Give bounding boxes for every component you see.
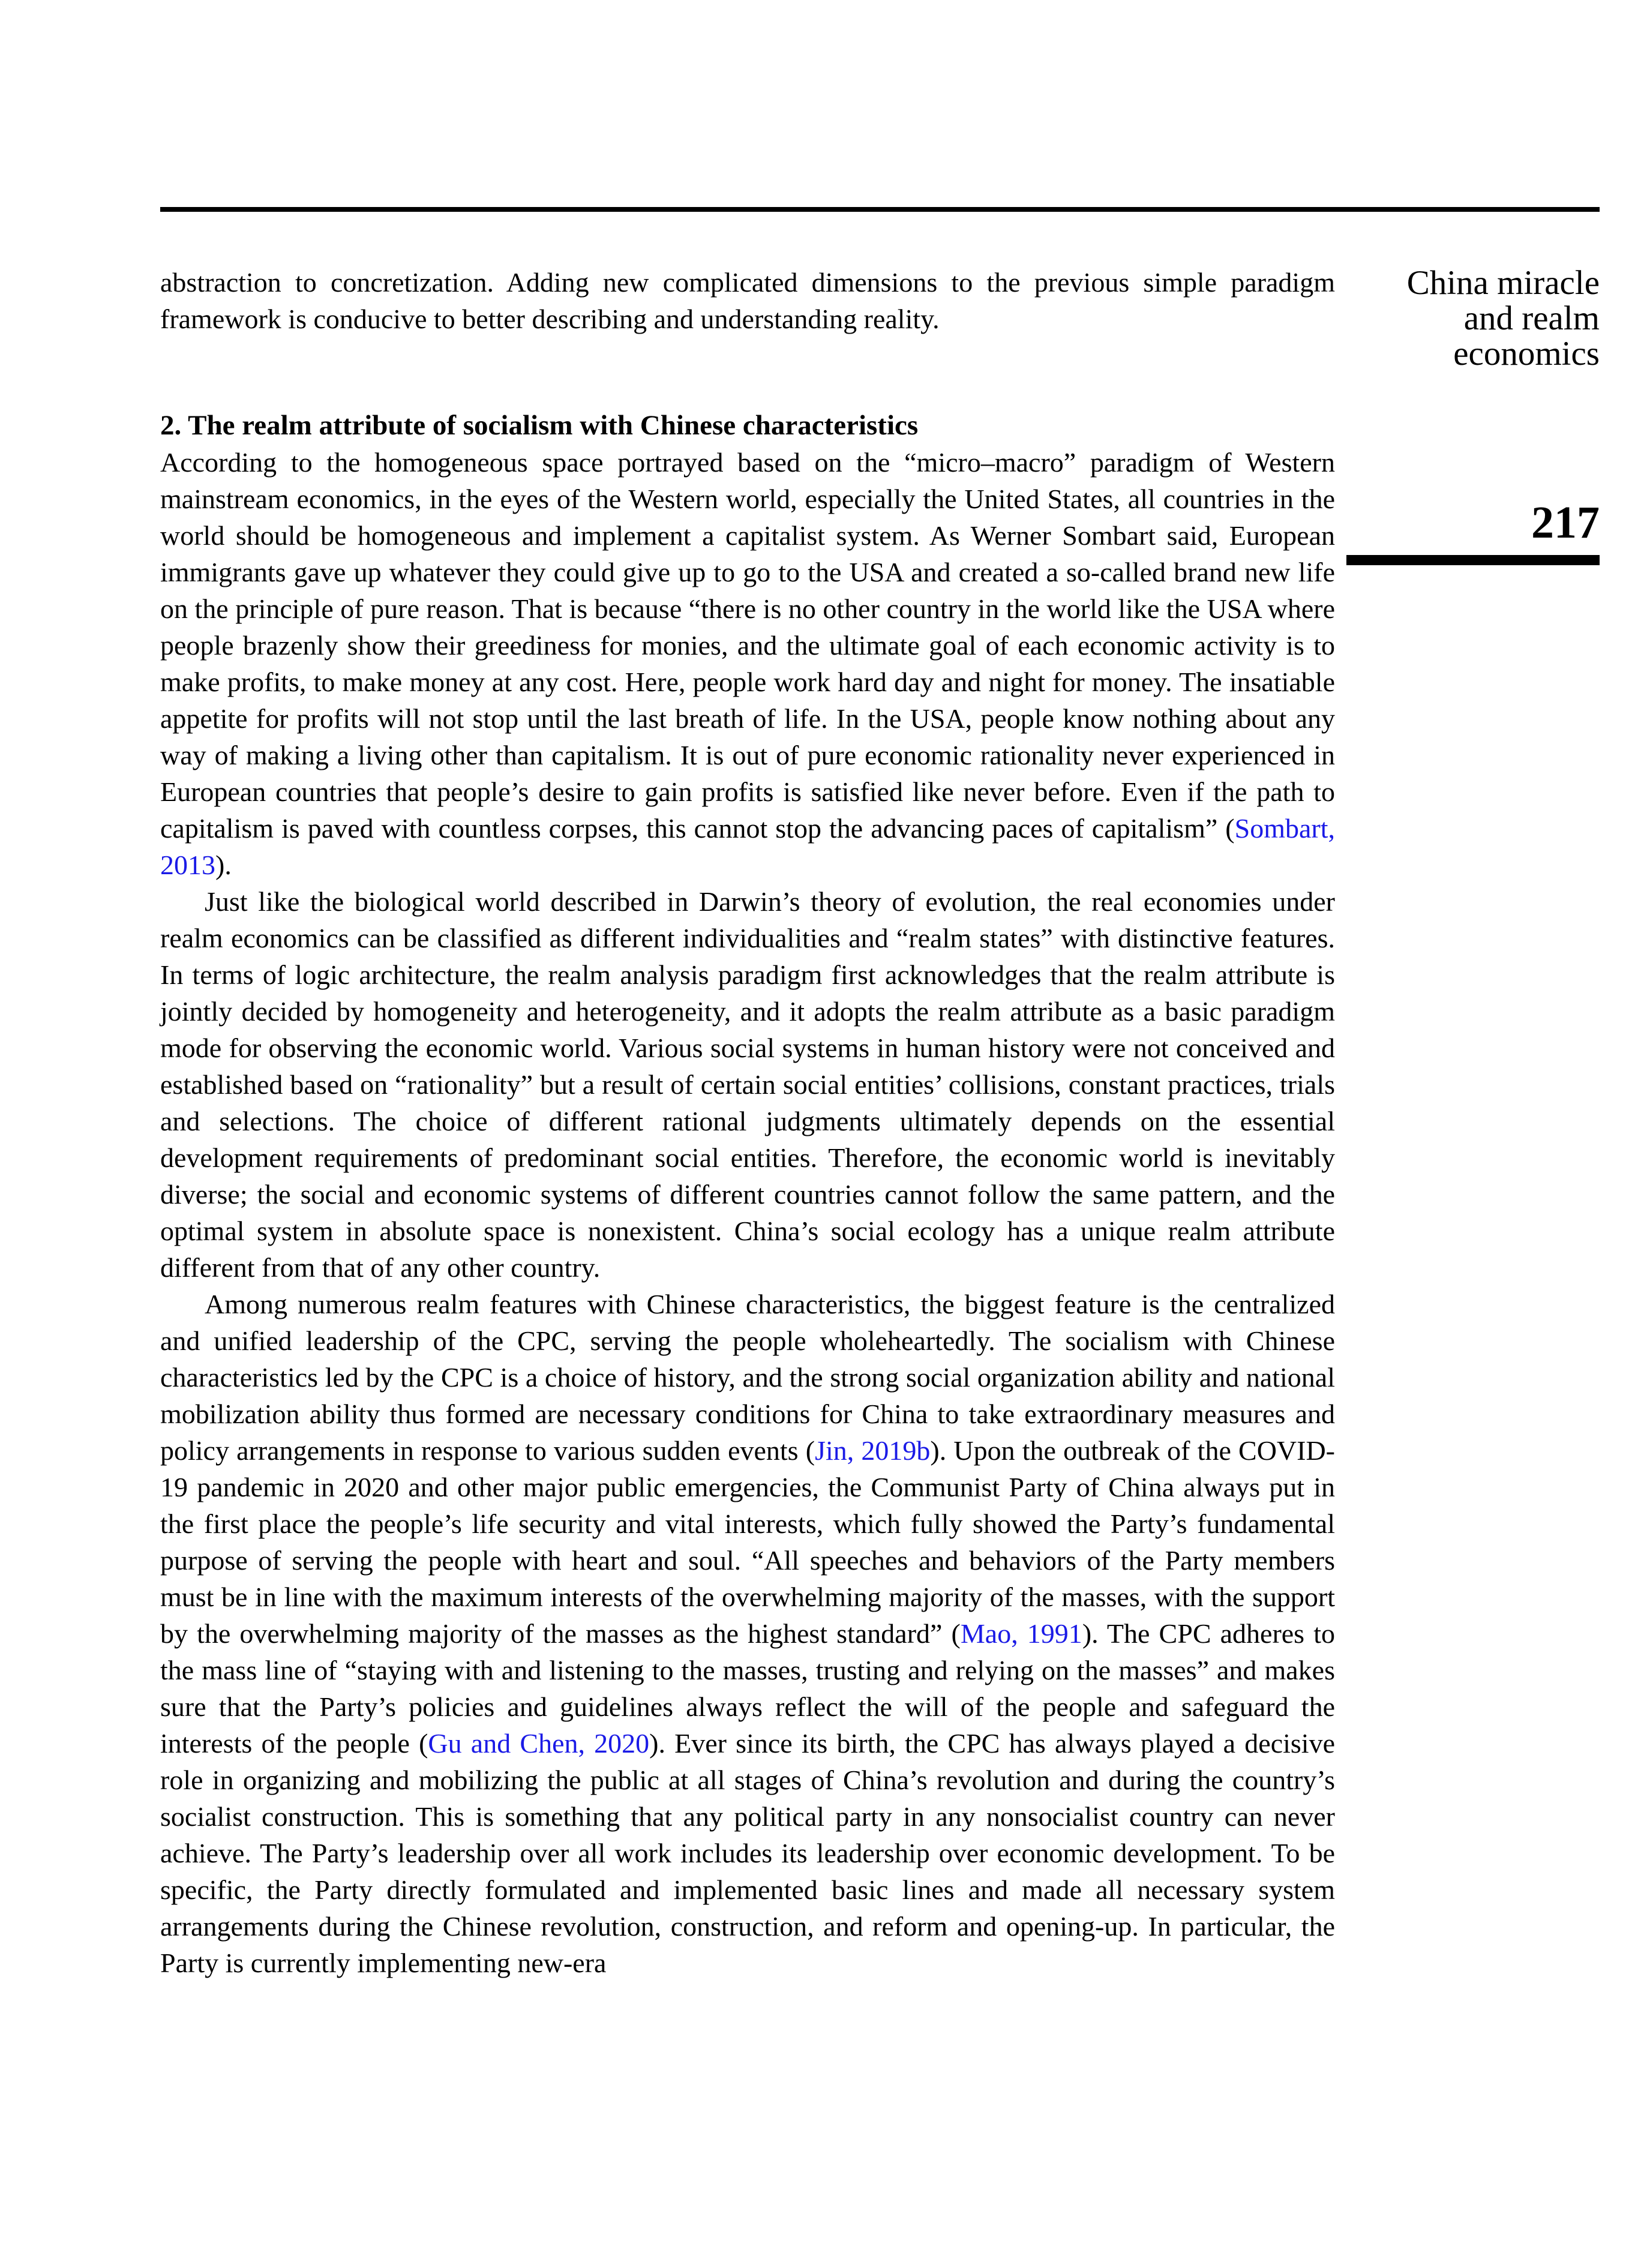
running-title-line: and realm [1463,299,1600,337]
citation-link[interactable]: Sombart, 2013 [160,813,1335,880]
paragraph [160,444,1335,883]
body-text: ). Upon the outbreak of the COVID-19 pandemic in 2020 and other major public emergencies, the Communist Party of China always put in the first place the people’s life security and vital interests, which fully showed the Party’s fundamental purpose of serving the people with heart and soul. “All speeches and behaviors of the Party members must be in line with the maximum interests of the overwhelming majority of the masses, with the support by the overwhelming majority of the masses as the highest standard” ( [160,1435,1335,1649]
body-text: Among numerous realm features with Chinese characteristics, the biggest feature is the centralized and unified leadership of the CPC, serving the people wholeheartedly. The socialism with Chinese characteristics led by the CPC is a choice of history, and the strong social organization ability and national mobilization ability thus formed are necessary conditions for China to take extraordinary measures and policy arrangements in response to various sudden events ( [160,1289,1335,1466]
sidebar [1264,265,1600,565]
paragraph [160,883,1335,1286]
top-rule [160,207,1600,212]
body-text: Just like the biological world described in Darwin’s theory of evolution, the real economies under realm economics can be classified as different individualities and “realm states” with distinctive features. In terms of logic architecture, the realm analysis paradigm first acknowledges that the realm attribute is jointly decided by homogeneity and heterogeneity, and it adopts the realm attribute as a basic paradigm mode for observing the economic world. Various social systems in human history were not conceived and established based on “rationality” but a result of certain social entities’ collisions, constant practices, trials and selections. The choice of different rational judgments ultimately depends on the essential development requirements of predominant social entities. Therefore, the economic world is inevitably diverse; the social and economic systems of different countries cannot follow the same pattern, and the optimal system in absolute space is nonexistent. China’s social ecology has a unique realm attribute different from that of any other country. [160,886,1335,1283]
citation-link[interactable]: Jin, 2019b [815,1435,931,1466]
paragraph-continuation [160,264,1335,337]
citation-link[interactable]: Gu and Chen, 2020 [428,1728,650,1759]
body-text: abstraction to concretization. Adding new complicated dimensions to the previous simple paradigm framework is conducive to better describing and understanding reality. [160,267,1335,334]
article-body [160,264,1335,1981]
sidebar-rule [1346,555,1600,565]
running-title-line: economics [1453,335,1600,373]
citation-link[interactable]: Mao, 1991 [960,1618,1082,1649]
body-text: According to the homogeneous space portrayed based on the “micro–macro” paradigm of Western mainstream economics, in the eyes of the Western world, especially the United States, all countries in the world should be homogeneous and implement a capitalist system. As Werner Sombart said, European immigrants gave up whatever they could give up to go to the USA and created a so-called brand new life on the principle of pure reason. That is because “there is no other country in the world like the USA where people brazenly show their greediness for monies, and the ultimate goal of each economic activity is to make profits, to make money at any cost. Here, people work hard day and night for money. The insatiable appetite for profits will not stop until the last breath of life. In the USA, people know nothing about any way of making a living other than capitalism. It is out of pure economic rationality never experienced in European countries that people’s desire to gain profits is satisfied like never before. Even if the path to capitalism is paved with countless corpses, this cannot stop the advancing paces of capitalism” ( [160,447,1335,844]
page-number: 217 [1531,497,1600,548]
section-heading: 2. The realm attribute of socialism with Chinese characteristics [160,410,919,441]
paragraph [160,1286,1335,1981]
running-title [1264,265,1600,371]
body-text: ). The CPC adheres to the mass line of “staying with and listening to the masses, trusting and relying on the masses” and makes sure that the Party’s policies and guidelines always reflect the will of the people and safeguard the interests of the people ( [160,1618,1335,1759]
body-text: ). Ever since its birth, the CPC has always played a decisive role in organizing and mobilizing the public at all stages of China’s revolution and during the country’s socialist construction. This is something that any political party in any nonsocialist country can never achieve. The Party’s leadership over all work includes its leadership over economic development. To be specific, the Party directly formulated and implemented basic lines and made all necessary system arrangements during the Chinese revolution, construction, and reform and opening-up. In particular, the Party is currently implementing new-era [160,1728,1335,1978]
running-title-line: China miracle [1406,264,1600,302]
body-text: ). [215,850,232,880]
